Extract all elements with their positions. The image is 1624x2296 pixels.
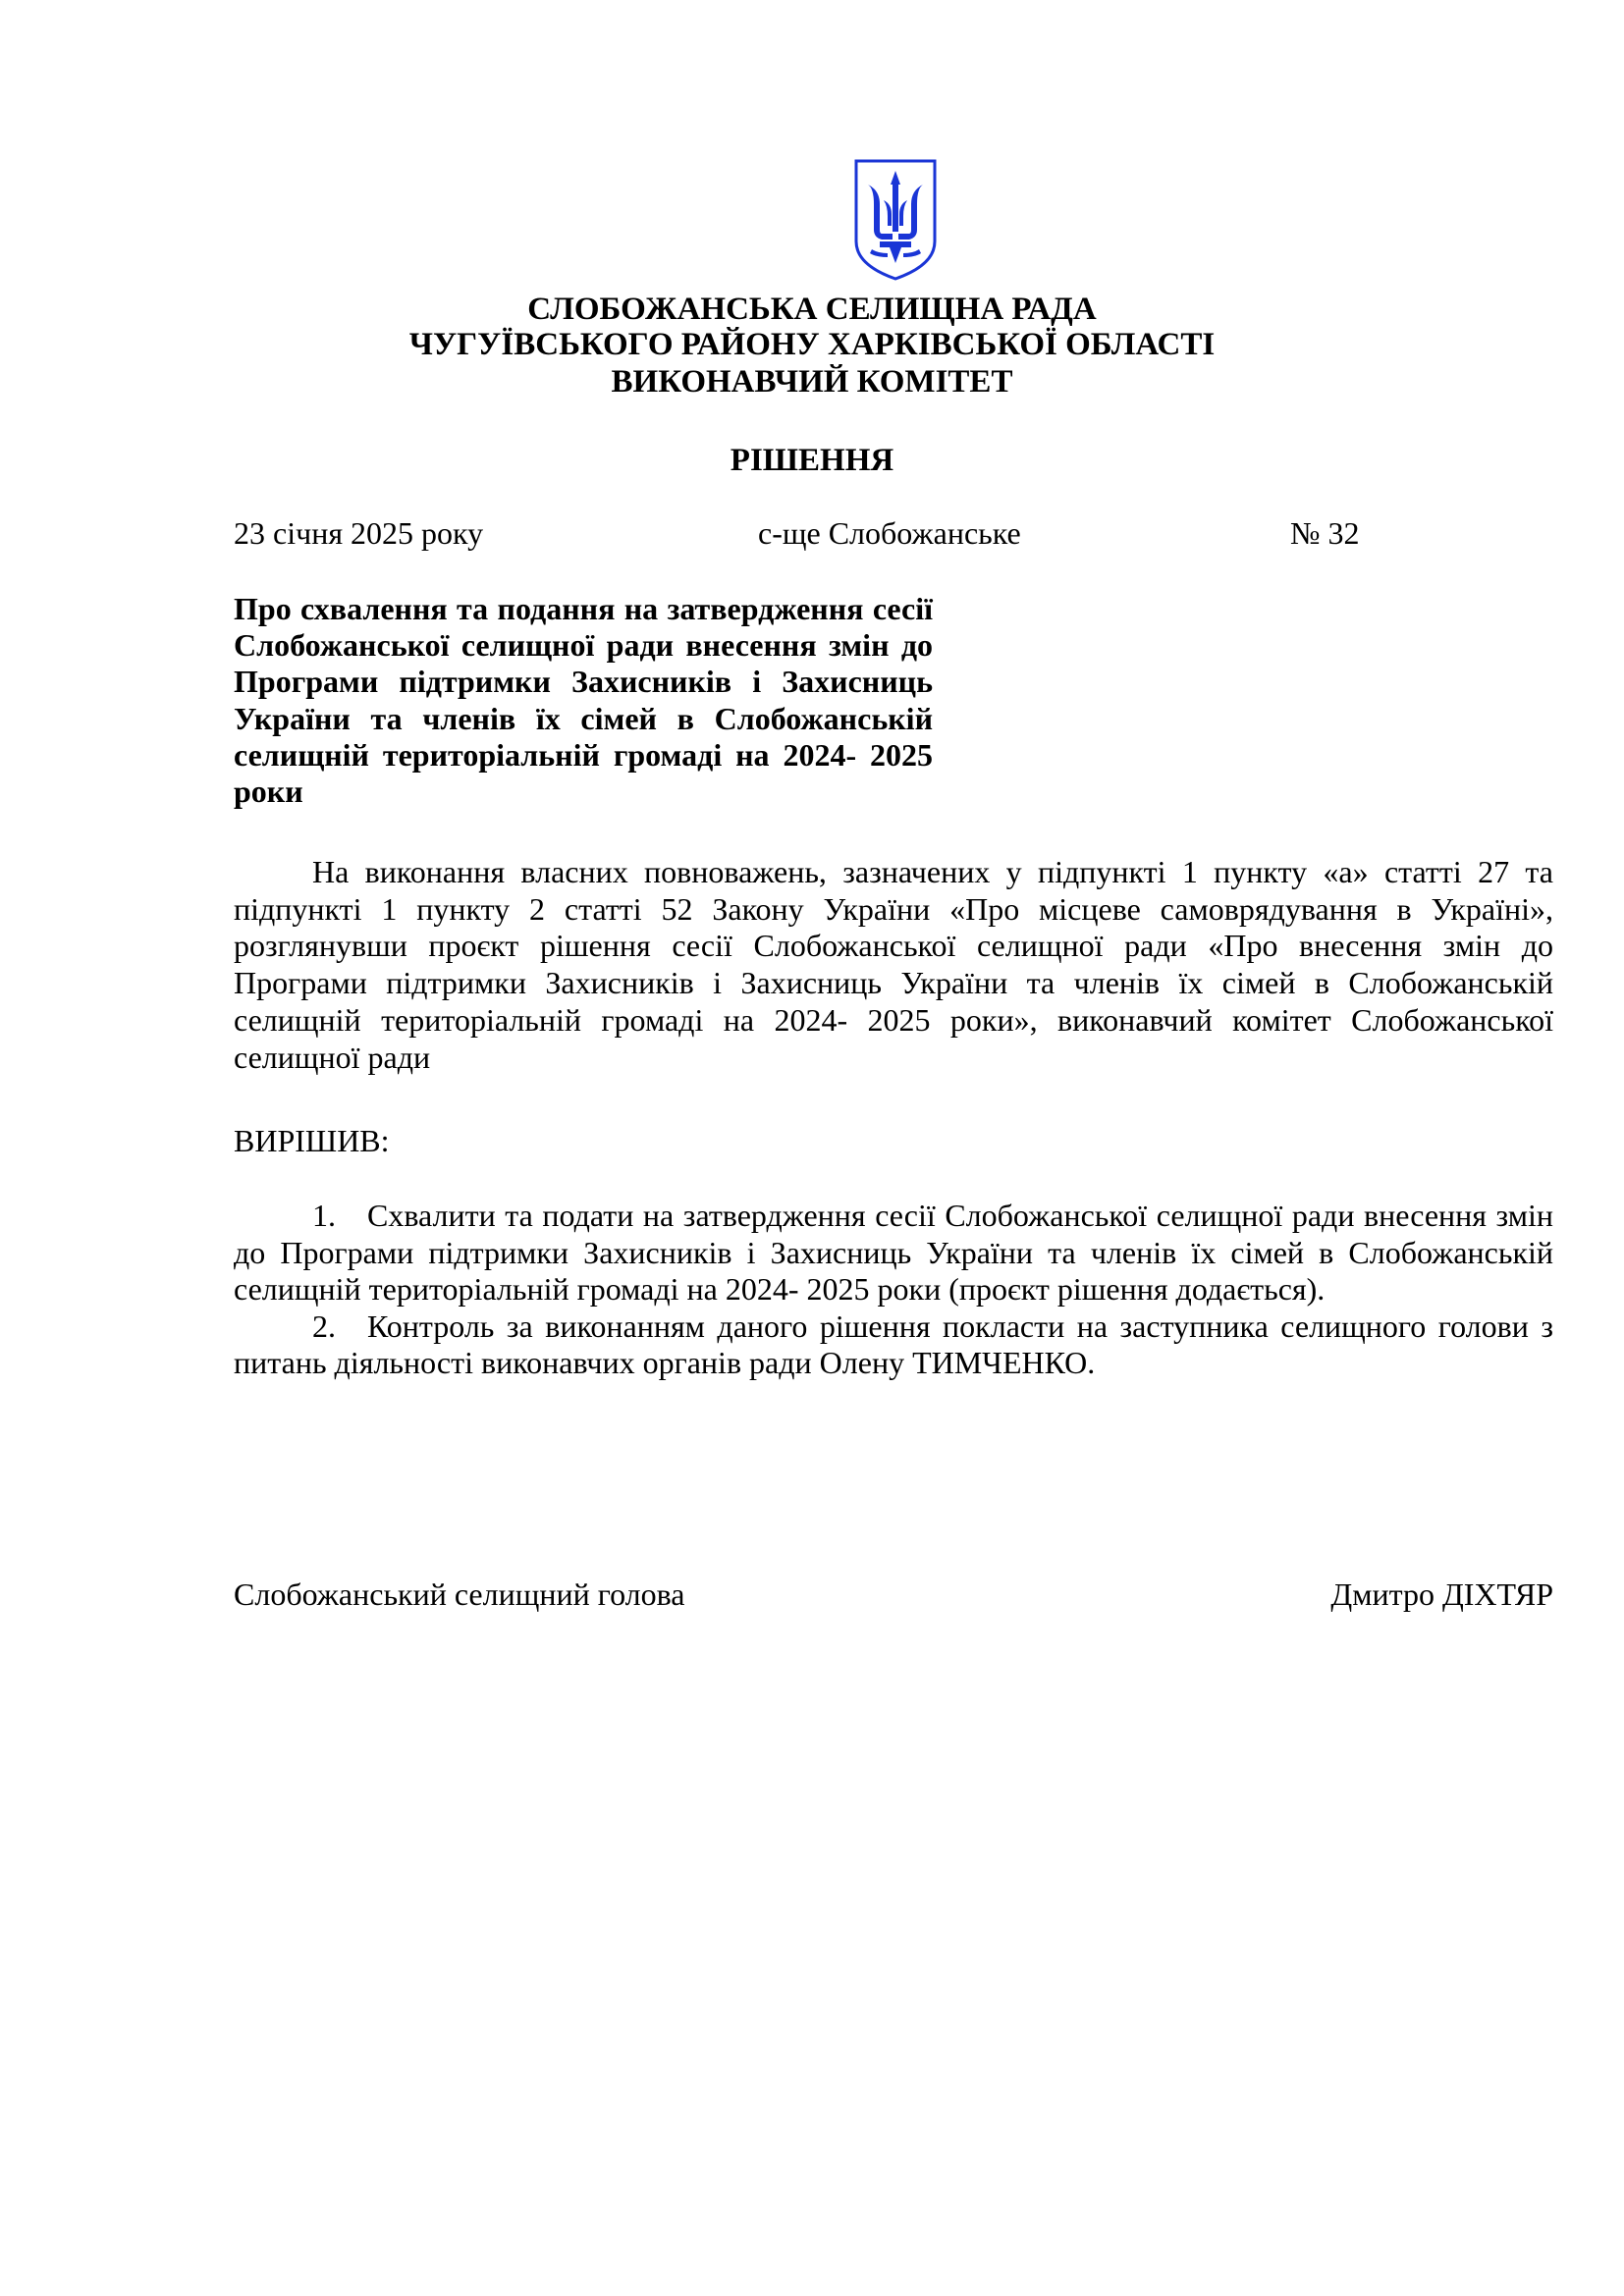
item-text: Контроль за виконанням даного рішення покласти на заступника селищного голови з питань діяльності виконавчих органів ради Олену ТИМЧЕНКО. <box>234 1308 1553 1381</box>
org-name-line-3: ВИКОНАВЧИЙ КОМІТЕТ <box>611 364 1013 400</box>
preamble-paragraph: На виконання власних повноважень, зазначених у підпункті 1 пункту «а» статті 27 та підпункті 1 пункту 2 статті 52 Закону України «Про місцеве самоврядування в Україні», розглянувши проєкт рішення сесії Слобожанської селищної ради «Про внесення змін до Програми підтримки Захисників і Захисниць України та членів їх сімей в Слобожанській селищній територіальній громаді на 2024- 2025 роки», виконавчий комітет Слобожанської селищної ради <box>234 854 1553 1075</box>
document-type-title: РІШЕННЯ <box>730 443 894 478</box>
decision-date: 23 січня 2025 року <box>234 515 484 551</box>
decision-item <box>234 1198 1553 1308</box>
decision-items <box>234 1198 1553 1382</box>
org-name-line-2: ЧУГУЇВСЬКОГО РАЙОНУ ХАРКІВСЬКОЇ ОБЛАСТІ <box>408 327 1216 362</box>
decision-subject: Про схвалення та подання на затвердження сесії Слобожанської селищної ради внесення змін до Програми підтримки Захисників і Захисниць України та членів їх сімей в Слобожанській селищній територіальній громаді на 2024- 2025 роки <box>234 591 933 810</box>
org-name-line-1: СЛОБОЖАНСЬКА СЕЛИЩНА РАДА <box>527 292 1097 327</box>
decision-place: с-ще Слобожанське <box>758 515 1021 551</box>
item-number: 2. <box>312 1308 336 1344</box>
signatory-name: Дмитро ДІХТЯР <box>1330 1576 1553 1612</box>
signatory-title: Слобожанський селищний голова <box>234 1576 685 1612</box>
item-text: Схвалити та подати на затвердження сесії Слобожанської селищної ради внесення змін до Програми підтримки Захисників і Захисниць України та членів їх сімей в Слобожанській селищній територіальній громаді на 2024- 2025 роки (проєкт рішення додається). <box>234 1198 1553 1308</box>
item-number: 1. <box>312 1198 336 1233</box>
decision-number: № 32 <box>1290 515 1360 551</box>
ukraine-trident-icon <box>850 155 941 285</box>
resolved-label: ВИРІШИВ: <box>234 1123 390 1158</box>
decision-item <box>234 1308 1553 1382</box>
